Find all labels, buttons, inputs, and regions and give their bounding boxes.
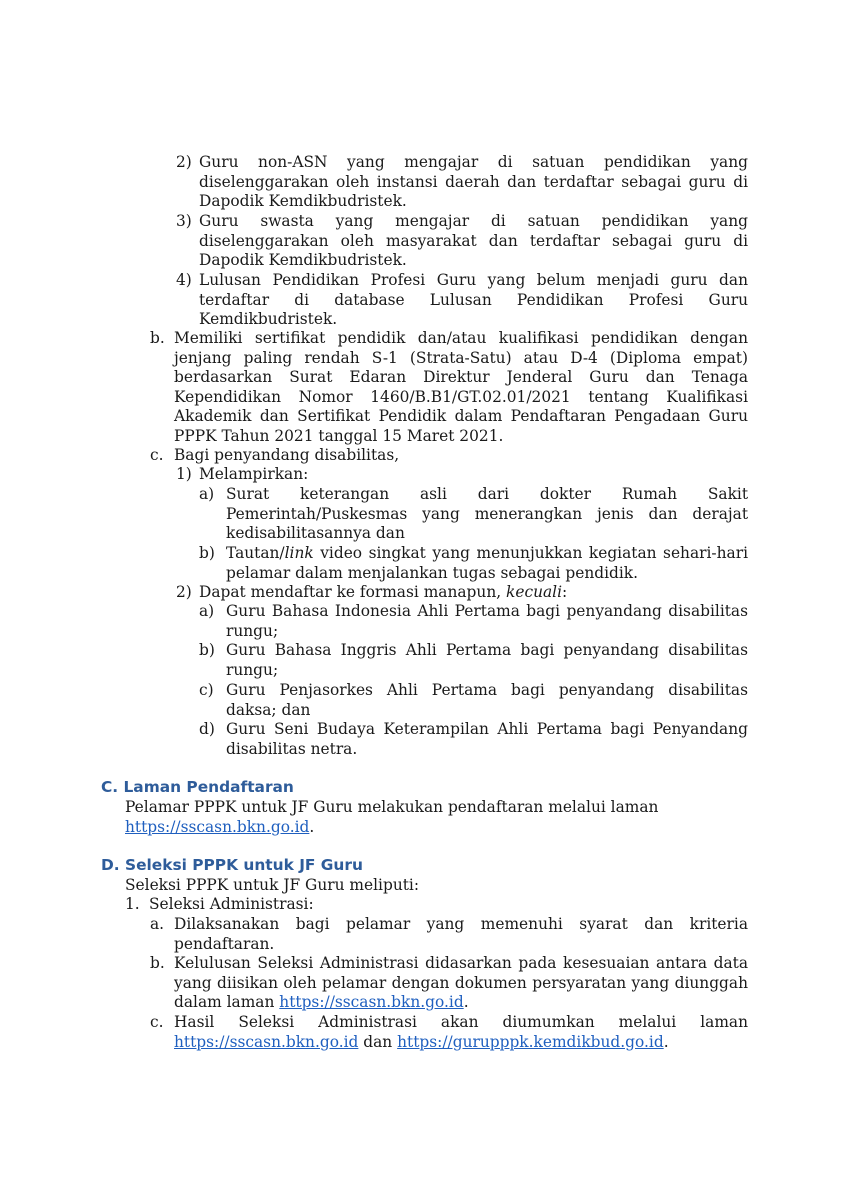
- list-item-c1: [176, 465, 748, 485]
- list-text: Kelulusan Seleksi Administrasi didasarkan pada kesesuaian antara data yang diisikan oleh pelamar dengan dokumen persyaratan yang diunggah dalam laman https://sscasn.bkn.go.id.: [174, 954, 748, 1012]
- list-marker: 1.: [125, 895, 140, 913]
- italic-word: link: [284, 544, 314, 562]
- list-marker: d): [199, 720, 215, 738]
- list-text: Dilaksanakan bagi pelamar yang memenuhi syarat dan kriteria pendaftaran.: [174, 915, 748, 953]
- list-item: [199, 602, 748, 641]
- list-item-d1b: [150, 954, 748, 1013]
- list-marker: a.: [150, 915, 165, 933]
- list-text: Surat keterangan asli dari dokter Rumah Sakit Pemerintah/Puskesmas yang menerangkan jenis dan derajat kedisabilitasannya dan: [226, 485, 748, 543]
- list-marker: a): [199, 485, 215, 503]
- list-text: Lulusan Pendidikan Profesi Guru yang belum menjadi guru dan terdaftar di database Lulusan Pendidikan Profesi Guru Kemdikbudristek.: [199, 271, 748, 329]
- list-item-c1b: [199, 544, 748, 583]
- list-text: Memiliki sertifikat pendidik dan/atau kualifikasi pendidikan dengan jenjang paling rendah S-1 (Strata-Satu) atau D-4 (Diploma empat) berdasarkan Surat Edaran Direktur Jenderal Guru dan Tenaga Kependidikan Nomor 1460/B.B1/GT.02.01/2021 tentang Kualifikasi Akademik dan Sertifikat Pendidik dalam Pendaftaran Pengadaan Guru PPPK Tahun 2021 tanggal 15 Maret 2021.: [174, 329, 748, 445]
- list-text: Seleksi Administrasi:: [149, 895, 314, 913]
- list-text: Guru Bahasa Indonesia Ahli Pertama bagi penyandang disabilitas rungu;: [226, 602, 748, 640]
- list-text: Guru Bahasa Inggris Ahli Pertama bagi penyandang disabilitas rungu;: [226, 641, 748, 679]
- list-text: Tautan/link video singkat yang menunjukkan kegiatan sehari-hari pelamar dalam menjalankan tugas sebagai pendidik.: [226, 544, 748, 582]
- list-text: Hasil Seleksi Administrasi akan diumumkan melalui laman https://sscasn.bkn.go.id dan https://gurupppk.kemdikbud.go.id.: [174, 1013, 748, 1051]
- list-item: [199, 720, 748, 759]
- list-marker: b): [199, 544, 215, 562]
- list-item-d1c: [150, 1013, 748, 1052]
- list-text: Guru Seni Budaya Keterampilan Ahli Pertama bagi Penyandang disabilitas netra.: [226, 720, 748, 758]
- list-marker: b.: [150, 954, 165, 972]
- list-marker: b.: [150, 329, 165, 347]
- sscasn-link[interactable]: https://sscasn.bkn.go.id: [279, 993, 464, 1012]
- list-item: [176, 153, 748, 212]
- section-c-link-line: https://sscasn.bkn.go.id.: [125, 817, 315, 836]
- list-marker: 4): [176, 271, 192, 289]
- sscasn-link[interactable]: https://sscasn.bkn.go.id: [125, 817, 310, 836]
- list-text: Melampirkan:: [199, 465, 309, 483]
- list-marker: 2): [176, 153, 192, 171]
- list-item-b: [150, 329, 748, 447]
- section-c-body: [125, 798, 748, 837]
- list-marker: 1): [176, 465, 192, 483]
- list-text: Bagi penyandang disabilitas,: [174, 446, 400, 464]
- italic-word: kecuali: [506, 583, 563, 601]
- section-d-intro: Seleksi PPPK untuk JF Guru meliputi:: [125, 876, 420, 894]
- list-item-c1a: [199, 485, 748, 544]
- section-d-heading: D. Seleksi PPPK untuk JF Guru: [101, 856, 363, 874]
- list-item: [176, 271, 748, 330]
- list-marker: 2): [176, 583, 192, 601]
- list-marker: a): [199, 602, 215, 620]
- list-marker: 3): [176, 212, 192, 230]
- list-marker: c.: [150, 1013, 164, 1031]
- list-item: [199, 681, 748, 720]
- list-text: Dapat mendaftar ke formasi manapun, kecuali:: [199, 583, 568, 601]
- list-marker: b): [199, 641, 215, 659]
- gurupppk-link[interactable]: https://gurupppk.kemdikbud.go.id: [397, 1032, 664, 1051]
- list-text: Guru Penjasorkes Ahli Pertama bagi penyandang disabilitas daksa; dan: [226, 681, 748, 719]
- list-item: [176, 212, 748, 271]
- list-text: Guru non-ASN yang mengajar di satuan pendidikan yang diselenggarakan oleh instansi daerah dan terdaftar sebagai guru di Dapodik Kemdikbudristek.: [199, 153, 748, 211]
- section-c-text: Pelamar PPPK untuk JF Guru melakukan pendaftaran melalui laman: [125, 798, 659, 816]
- list-marker: c): [199, 681, 214, 699]
- list-marker: c.: [150, 446, 164, 464]
- sscasn-link[interactable]: https://sscasn.bkn.go.id: [174, 1032, 359, 1051]
- list-item-d1a: [150, 915, 748, 954]
- list-item-d1: [125, 895, 748, 915]
- list-item: [199, 641, 748, 680]
- list-item-c: [150, 446, 748, 466]
- list-item-c2: [176, 583, 748, 603]
- section-c-heading: C. Laman Pendaftaran: [101, 778, 294, 796]
- list-text: Guru swasta yang mengajar di satuan pendidikan yang diselenggarakan oleh masyarakat dan terdaftar sebagai guru di Dapodik Kemdikbudristek.: [199, 212, 748, 270]
